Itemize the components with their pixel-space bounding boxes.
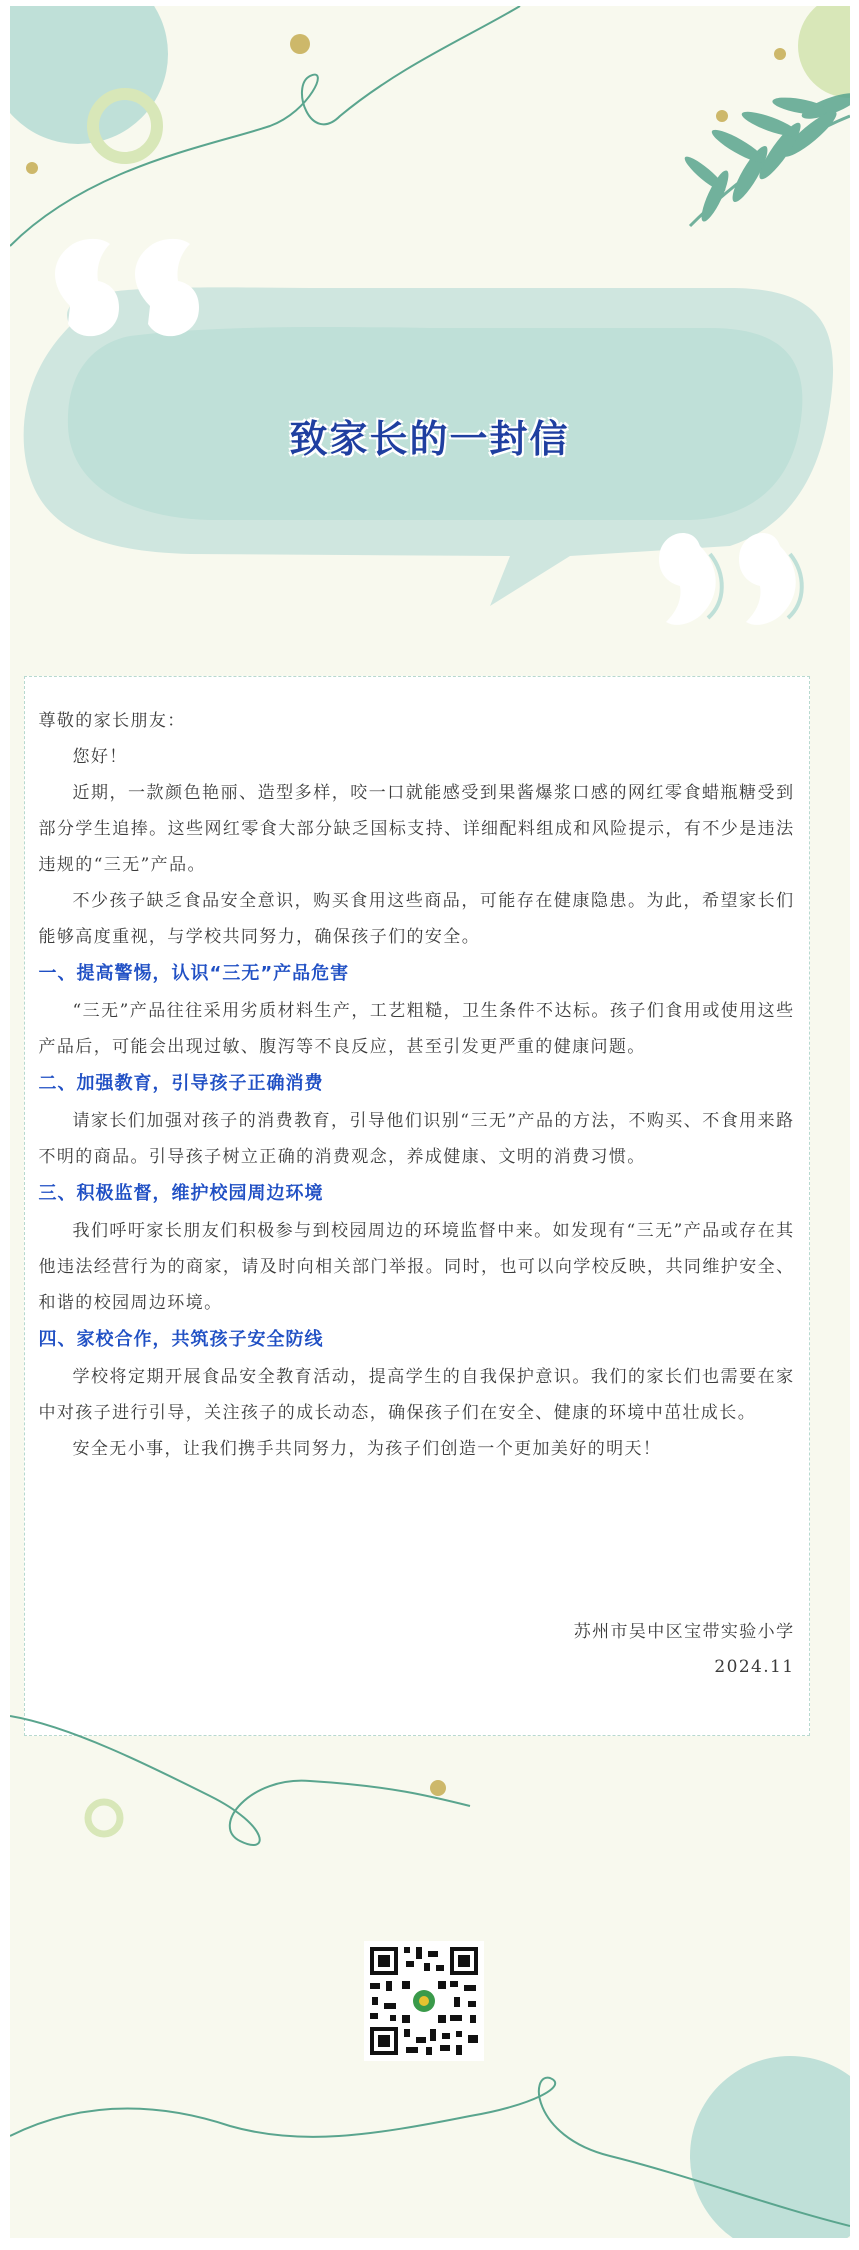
letter-body — [24, 676, 810, 1736]
date: 2024.11 — [714, 1657, 795, 1677]
section-heading-1: 一、提高警惕，认识“三无”产品危害 — [38, 963, 350, 984]
salutation: 尊敬的家长朋友： — [38, 711, 186, 731]
dot-icon — [774, 48, 786, 60]
greeting: 您好！ — [72, 747, 128, 767]
section-body-2: 请家长们加强对孩子的消费教育，引导他们识别“三无”产品的方法，不购买、不食用来路不明的商品。引导孩子树立正确的消费观念，养成健康、文明的消费习惯。 — [38, 1111, 795, 1167]
ring-icon — [88, 1802, 120, 1834]
section-body-3: 我们呼吁家长朋友们积极参与到校园周边的环境监督中来。如发现有“三无”产品或存在其他违法经营行为的商家，请及时向相关部门举报。同时，也可以向学校反映，共同维护安全、和谐的校园周边环境。 — [38, 1221, 795, 1313]
dot-icon — [430, 1780, 446, 1796]
dot-icon — [26, 162, 38, 174]
page-title: 致家长的一封信 — [289, 417, 570, 461]
signature: 苏州市吴中区宝带实验小学 — [573, 1622, 795, 1642]
intro-paragraph-2: 不少孩子缺乏食品安全意识，购买食用这些商品，可能存在健康隐患。为此，希望家长们能够高度重视，与学校共同努力，确保孩子们的安全。 — [38, 891, 795, 947]
closing-paragraph: 安全无小事，让我们携手共同努力，为孩子们创造一个更加美好的明天！ — [72, 1439, 662, 1459]
mint-circle-bottom-right — [690, 2056, 850, 2238]
palm-leaf-icon — [681, 88, 850, 226]
mint-circle-top-right — [798, 6, 850, 98]
qr-code — [364, 1941, 484, 2061]
section-heading-4: 四、家校合作，共筑孩子安全防线 — [38, 1329, 324, 1350]
dot-icon — [290, 34, 310, 54]
intro-paragraph-1: 近期，一款颜色艳丽、造型多样，咬一口就能感受到果酱爆浆口感的网红零食蜡瓶糖受到部分学生追捧。这些网红零食大部分缺乏国标支持、详细配料组成和风险提示，有不少是违法违规的“三无”产品。 — [38, 783, 795, 875]
dot-icon — [716, 110, 728, 122]
qr-code-icon — [364, 1941, 484, 2061]
section-body-1: “三无”产品往往采用劣质材料生产，工艺粗糙，卫生条件不达标。孩子们食用或使用这些产品后，可能会出现过敏、腹泻等不良反应，甚至引发更严重的健康问题。 — [38, 1001, 795, 1057]
double-quote-close-icon — [658, 533, 801, 625]
section-heading-3: 三、积极监督，维护校园周边环境 — [38, 1183, 324, 1204]
curve-line — [10, 1716, 470, 1845]
section-body-4: 学校将定期开展食品安全教育活动，提高学生的自我保护意识。我们的家长们也需要在家中对孩子进行引导，关注孩子的成长动态，确保孩子们在安全、健康的环境中茁壮成长。 — [38, 1367, 795, 1423]
section-heading-2: 二、加强教育，引导孩子正确消费 — [38, 1073, 324, 1094]
header-decoration — [10, 6, 850, 666]
letter-page — [10, 6, 850, 2238]
